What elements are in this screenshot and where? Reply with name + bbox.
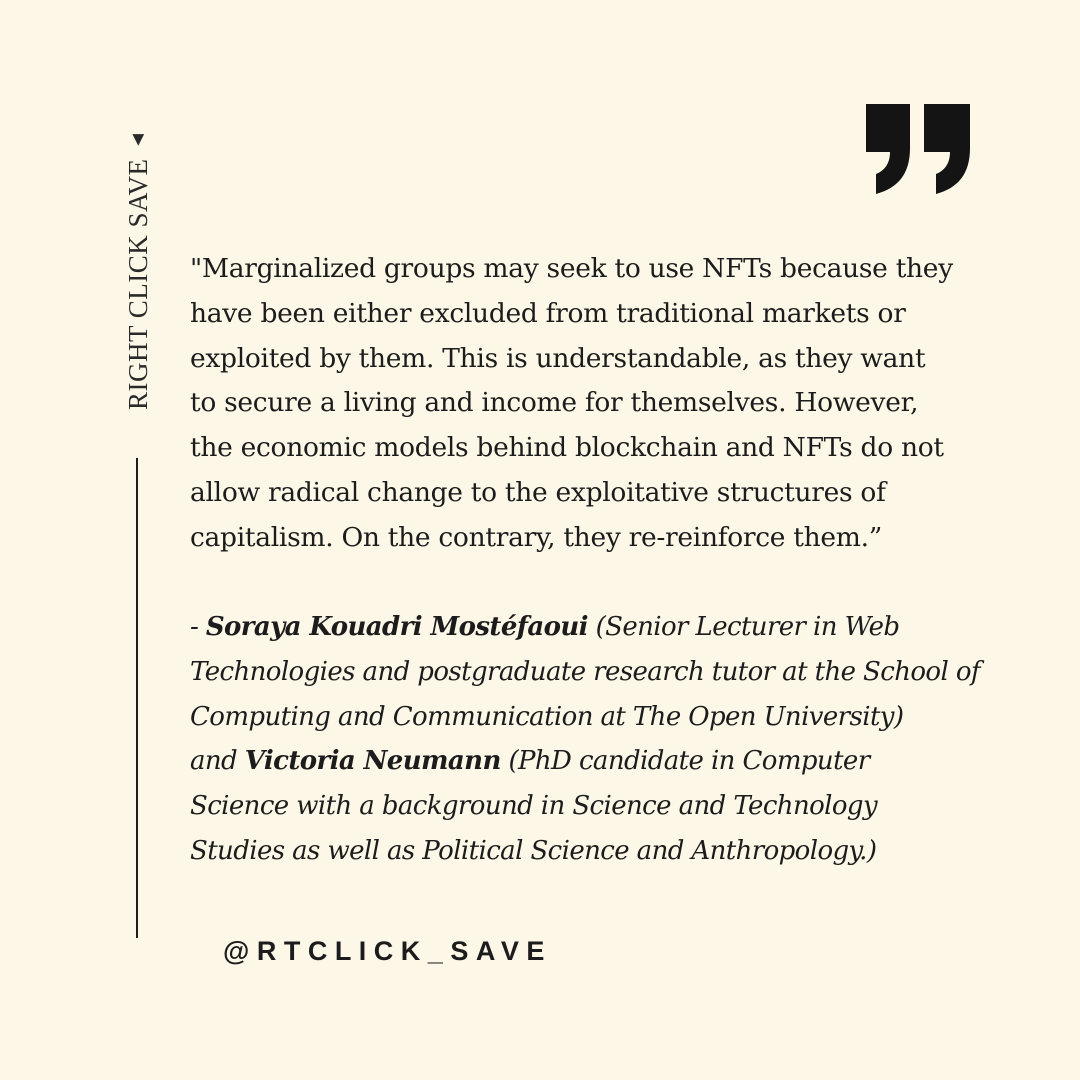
attribution-line: [190, 605, 990, 650]
side-brand-text: RIGHT CLICK SAVE: [122, 158, 153, 410]
quote-line: allow radical change to the exploitative structures of: [190, 476, 886, 508]
attribution-line: Technologies and postgraduate research tutor at the School of: [190, 656, 980, 687]
quote-line: exploited by them. This is understandable, as they want: [190, 342, 926, 374]
caret-down-icon: ▼: [127, 128, 149, 151]
author-role-1: (Senior Lecturer in Web: [587, 612, 900, 642]
quote-line: capitalism. On the contrary, they re-reinforce them.”: [190, 521, 883, 553]
attribution-dash: -: [190, 612, 206, 642]
quote-line: to secure a living and income for themselves. However,: [190, 387, 919, 419]
quote-line: "Marginalized groups may seek to use NFTs because they: [190, 253, 953, 284]
attribution-line: Studies as well as Political Science and Anthropology.): [190, 835, 877, 866]
quote-text: [190, 247, 980, 561]
attribution-line: [190, 739, 990, 784]
quote-line: have been either excluded from traditional markets or: [190, 297, 906, 329]
attribution-line: Science with a background in Science and Technology: [190, 791, 878, 822]
author-name-2: Victoria Neumann: [244, 746, 501, 777]
author-role-2: (PhD candidate in Computer: [500, 746, 870, 777]
quote-line: the economic models behind blockchain and NFTs do not: [190, 432, 944, 464]
attribution-line: Computing and Communication at The Open University): [190, 701, 904, 732]
author-name-1: Soraya Kouadri Mostéfaoui: [205, 612, 588, 642]
attribution-and: and: [190, 746, 245, 777]
side-brand-label: [120, 120, 156, 410]
vertical-divider: [136, 458, 138, 938]
closing-quote-icon: [862, 100, 974, 196]
social-handle: @RTCLICK_SAVE: [223, 936, 552, 966]
attribution: [190, 605, 990, 874]
